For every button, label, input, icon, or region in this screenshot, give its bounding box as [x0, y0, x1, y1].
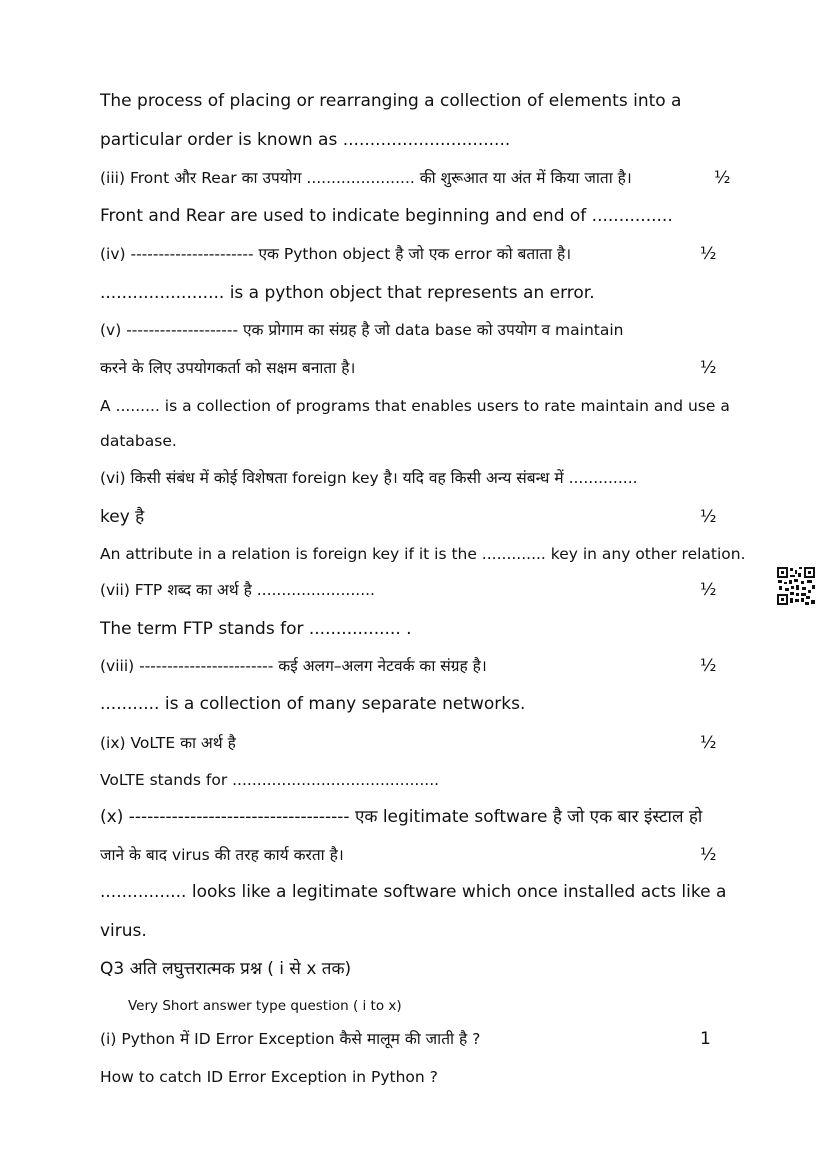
- question-ix-english: VoLTE stands for ..........................................: [100, 771, 440, 789]
- question-viii-hindi: (viii) ------------------------ कई अलग–अलग नेटवर्क का संग्रह है।: [100, 657, 487, 675]
- marks-iii: ½: [714, 168, 731, 188]
- question-x-english-1: ................ looks like a legitimate software which once installed acts like a: [100, 882, 727, 902]
- q3-i-english: How to catch ID Error Exception in Python ?: [100, 1068, 438, 1086]
- question-iv-hindi: (iv) ---------------------- एक Python object है जो एक error को बताता है।: [100, 245, 572, 263]
- marks-vii: ½: [700, 580, 717, 600]
- marks-iv: ½: [700, 244, 717, 264]
- question-x-hindi-2: जाने के बाद virus की तरह कार्य करता है।: [100, 846, 344, 864]
- question-vii-english: The term FTP stands for ................. .: [100, 619, 412, 639]
- marks-q3-i: 1: [700, 1029, 711, 1049]
- question-v-hindi-1: (v) -------------------- एक प्रोगाम का संग्रह है जो data base को उपयोग व maintain: [100, 321, 624, 339]
- marks-v: ½: [700, 358, 717, 378]
- question-vi-english: An attribute in a relation is foreign key if it is the ............. key in any other relation.: [100, 545, 746, 563]
- question-v-hindi-2: करने के लिए उपयोगकर्ता को सक्षम बनाता है।: [100, 359, 356, 377]
- question-viii-english: ........... is a collection of many separate networks.: [100, 694, 526, 714]
- text-line-2: particular order is known as ...............................: [100, 130, 511, 150]
- question-iii-english: Front and Rear are used to indicate beginning and end of ...............: [100, 206, 673, 226]
- question-vi-hindi-1: (vi) किसी संबंध में कोई विशेषता foreign key है। यदि वह किसी अन्य संबन्ध में ..............: [100, 469, 638, 487]
- question-iv-english: ....................... is a python object that represents an error.: [100, 283, 595, 303]
- marks-vi: ½: [700, 507, 717, 527]
- marks-viii: ½: [700, 656, 717, 676]
- marks-ix: ½: [700, 733, 717, 753]
- q3-heading: Q3 अति लघुत्तरात्मक प्रश्न ( i से x तक): [100, 959, 352, 979]
- qr-code-icon: [776, 566, 816, 606]
- q3-subheading: Very Short answer type question ( i to x): [128, 998, 402, 1014]
- q3-i-hindi: (i) Python में ID Error Exception कैसे मालूम की जाती है ?: [100, 1030, 481, 1048]
- question-x-hindi-1: (x) ------------------------------------ एक legitimate software है जो एक बार इंस्टाल हो: [100, 807, 703, 827]
- question-v-english-1: A ......... is a collection of programs that enables users to rate maintain and use a: [100, 397, 730, 415]
- marks-x: ½: [700, 845, 717, 865]
- question-iii-hindi: (iii) Front और Rear का उपयोग ...................... की शुरूआत या अंत में किया जाता है।: [100, 169, 632, 187]
- question-x-english-2: virus.: [100, 921, 147, 941]
- question-vi-hindi-2: key है: [100, 507, 145, 527]
- question-v-english-2: database.: [100, 432, 177, 450]
- question-vii-hindi: (vii) FTP शब्द का अर्थ है ........................: [100, 581, 375, 599]
- text-line-1: The process of placing or rearranging a collection of elements into a: [100, 91, 682, 111]
- question-ix-hindi: (ix) VoLTE का अर्थ है: [100, 734, 236, 752]
